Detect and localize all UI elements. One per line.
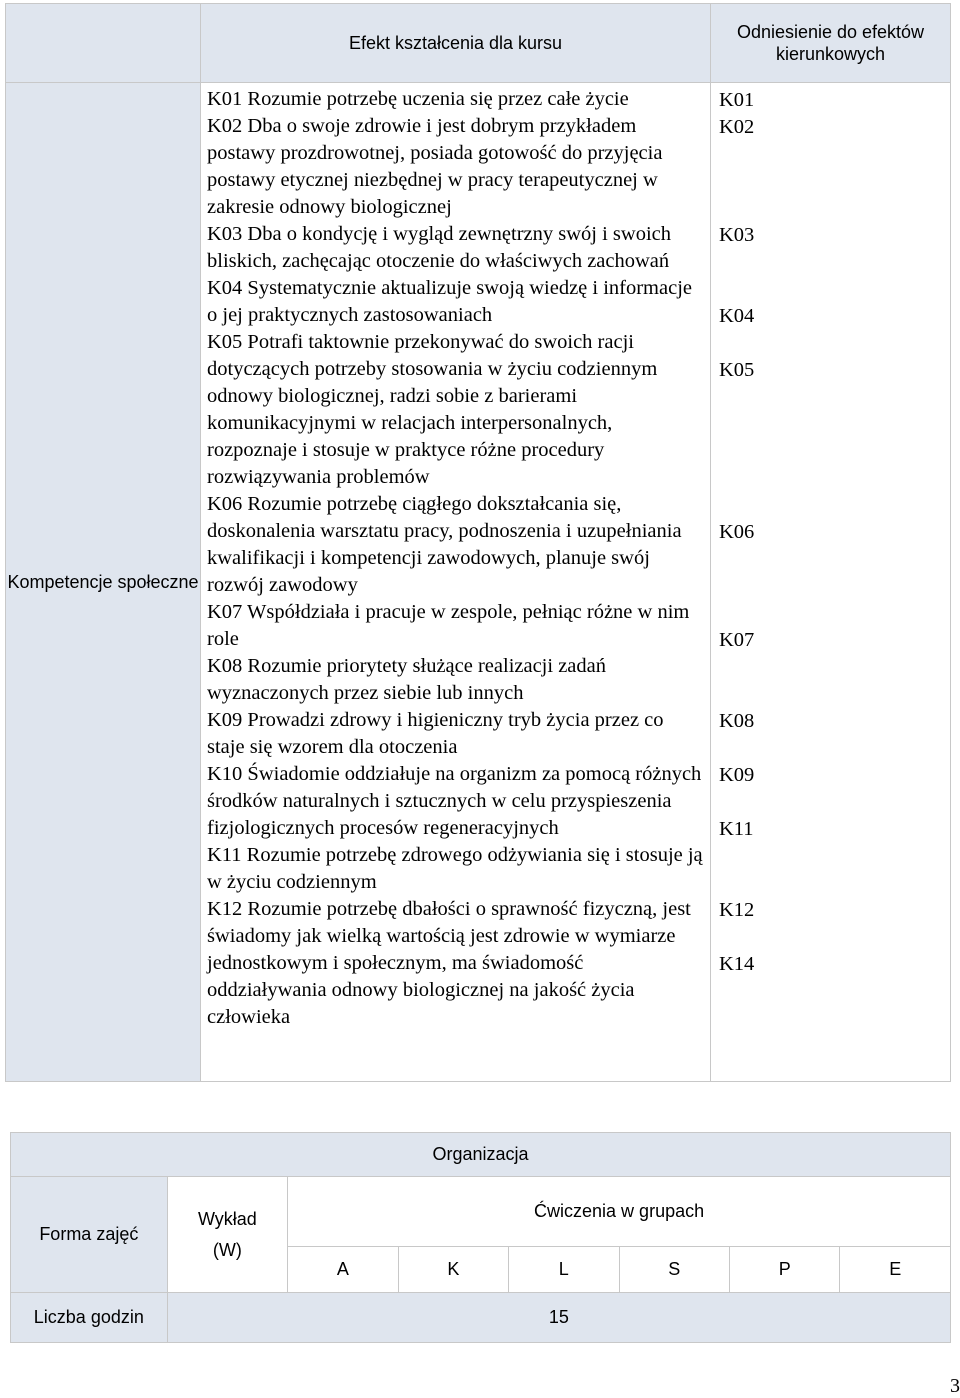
effects-header: Efekt kształcenia dla kursu	[201, 4, 711, 83]
group-p: P	[729, 1247, 839, 1293]
group-s: S	[619, 1247, 729, 1293]
effect-item: K11 Rozumie potrzebę zdrowego odżywiania się i stosuje ją w życiu codziennym	[207, 844, 703, 893]
refs-header: Odniesienie do efektów kierunkowych	[711, 4, 951, 83]
group-a: A	[288, 1247, 398, 1293]
ref-code: K05	[719, 359, 755, 381]
hours-label: Liczba godzin	[11, 1293, 168, 1343]
ref-code: K07	[719, 629, 755, 651]
category-cell: Kompetencje społeczne	[6, 83, 201, 1082]
ref-code: K09	[719, 764, 755, 786]
ref-code: K11	[719, 818, 754, 840]
effect-item: K02 Dba o swoje zdrowie i jest dobrym przykładem postawy prozdrowotnej, posiada gotowość do przyjęcia postawy etycznej niezbędnej w pracy terapeutycznej w zakresie odnowy biologicznej	[207, 115, 663, 218]
ref-code: K08	[719, 710, 755, 732]
organization-title: Organizacja	[11, 1133, 951, 1177]
group-l: L	[509, 1247, 619, 1293]
ref-code: K02	[719, 116, 755, 138]
wyklad-sub: (W)	[212, 1239, 242, 1260]
effect-item: K08 Rozumie priorytety służące realizacji zadań wyznaczonych przez siebie lub innych	[207, 655, 606, 704]
header-empty-cell	[6, 4, 201, 83]
hours-value: 15	[167, 1293, 950, 1343]
ref-code: K04	[719, 305, 755, 327]
forma-label: Forma zajęć	[11, 1177, 168, 1293]
organization-table	[10, 1132, 951, 1343]
wyklad-header	[167, 1177, 288, 1293]
learning-outcomes-table	[5, 3, 951, 1082]
group-k: K	[398, 1247, 508, 1293]
wyklad-label: Wykład	[197, 1208, 257, 1229]
effect-item: K03 Dba o kondycję i wygląd zewnętrzny swój i swoich bliskich, zachęcając otoczenie do właściwych zachowań	[207, 223, 671, 272]
effects-cell	[201, 83, 711, 1082]
effect-item: K12 Rozumie potrzebę dbałości o sprawność fizyczną, jest świadomy jak wielką wartością jest zdrowie w wymiarze jednostkowym i społecznym, ma świadomość oddziaływania odnowy biologicznej na jakość życia człowieka	[207, 898, 691, 1028]
cwiczenia-header: Ćwiczenia w grupach	[288, 1177, 951, 1247]
ref-code: K06	[719, 521, 755, 543]
effect-item: K06 Rozumie potrzebę ciągłego dokształcania się, doskonalenia warsztatu pracy, podnoszenia i uzupełniania kwalifikacji i kompetencji zawodowych, planuje swój rozwój zawodowy	[207, 493, 682, 596]
ref-code: K01	[719, 89, 755, 111]
effect-item: K01 Rozumie potrzebę uczenia się przez całe życie	[207, 88, 629, 110]
effect-item: K09 Prowadzi zdrowy i higieniczny tryb życia przez co staje się wzorem dla otoczenia	[207, 709, 664, 758]
effect-item: K07 Współdziała i pracuje w zespole, pełniąc różne w nim role	[207, 601, 690, 650]
page-number: 3	[950, 1375, 960, 1397]
refs-cell	[711, 83, 951, 1082]
ref-code: K14	[719, 953, 755, 975]
ref-code: K12	[719, 899, 755, 921]
group-e: E	[840, 1247, 951, 1293]
ref-code: K03	[719, 224, 755, 246]
effect-item: K05 Potrafi taktownie przekonywać do swoich racji dotyczących potrzeby stosowania w życiu codziennym odnowy biologicznej, radzi sobie z barierami komunikacyjnymi w relacjach interpersonalnych, rozpoznaje i stosuje w praktyce różne procedury rozwiązywania problemów	[207, 331, 658, 488]
effect-item: K10 Świadomie oddziałuje na organizm za pomocą różnych środków naturalnych i sztucznych w celu przyspieszenia fizjologicznych procesów regeneracyjnych	[207, 763, 702, 839]
effect-item: K04 Systematycznie aktualizuje swoją wiedzę i informacje o jej praktycznych zastosowaniach	[207, 277, 692, 326]
